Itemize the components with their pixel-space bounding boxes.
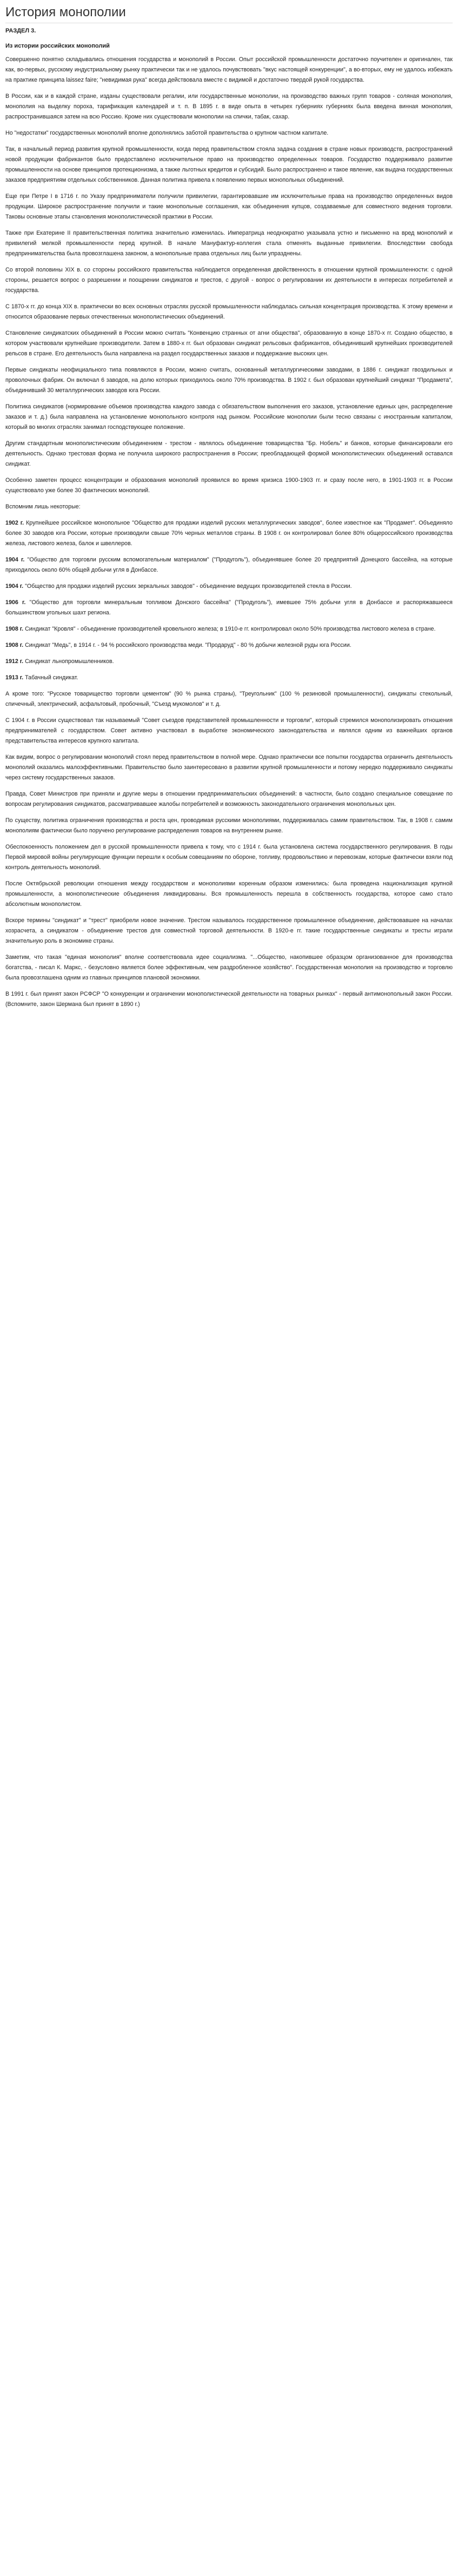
paragraph: Правда, Совет Министров при приняли и другие меры в отношении предпринимательских объединений: в частности, было создано специальное совещание по вопросам регулирования синдикатов, рассматривавшее жалобы потребителей и возможность законодательного ограничения монопольных цен. bbox=[5, 791, 453, 807]
list-item-text: Табачный синдикат. bbox=[25, 674, 78, 681]
paragraph: В России, как и в каждой стране, изданы существовали регалии, или государственные монополии, на производство важных групп товаров - соляная монополия, монополия на выделку пороха, тарификация календарей и т. п. В 1895 г. в виде опыта в четырех губерниях губерниях была введена винная монополия, распространившаяся затем на всю Россию. Кроме них существовали монополии на спички, табак, сахар. bbox=[5, 93, 453, 120]
section-subheading: Из истории российских монополий bbox=[5, 43, 110, 49]
list-item-text: "Общество для торговли русским вспомогательным материалом" ("Продуголь"), объединявшее более 20 предприятий Донецкого бассейна, на которые приходилось около 60% общей добычи угля в Донбассе. bbox=[5, 557, 453, 573]
page-title: История монополии bbox=[5, 5, 126, 19]
paragraph: Вскоре термины "синдикат" и "трест" приобрели новое значение. Трестом называлось государственное промышленное объединение, действовавшее на началах хозрасчета, а синдикатом - объединение трестов для совместной торговой деятельности. В 1920-е гг. такие государственные синдикаты и тресты играли значительную роль в экономике страны. bbox=[5, 917, 453, 944]
list-item bbox=[5, 640, 453, 651]
paragraph: Но "недостатки" государственных монополий вполне дополнялись заботой правительства о крупном частном капитале. bbox=[5, 130, 329, 136]
list-item-text: Крупнейшее российское монопольное "Общество для продажи изделий русских металлургических заводов", более известное как "Продамет". Объединяло более 30 заводов юга России, которые производили свыше 70% черных металлов страны. В 1908 г. он контролировал более 80% общероссийского производства железа, листового железа, балок и швеллеров. bbox=[5, 520, 453, 547]
list-item-year: 1908 г. bbox=[5, 626, 24, 632]
paragraph: Еще при Петре I в 1716 г. по Указу предприниматели получили привилегии, гарантировавшие им исключительные права на производство определенных видов продукции. Широкое распространение получили и такие монопольные соглашения, как объединения купцов, создаваемые для совместного ведения торговли. Таковы основные этапы становления монополистической практики в России. bbox=[5, 193, 453, 220]
section-label: РАЗДЕЛ 3. bbox=[5, 28, 36, 34]
list-item bbox=[5, 673, 453, 683]
list-item-text: Синдикат "Медь", в 1914 г. - 94 % российского производства меди. "Продаруд" - 80 % добычи железной руды юга России. bbox=[25, 642, 351, 648]
paragraph: С 1870-х гг. до конца XIX в. практически во всех основных отраслях русской промышленности наблюдалась сильная концентрация производства. К этому времени и относится образование первых отечественных монополистических объединений. bbox=[5, 303, 453, 320]
list-item-text: Синдикат "Кровля" - объединение производителей кровельного железа; в 1910-е гг. контролировал около 50% производства листового железа в стране. bbox=[25, 626, 436, 632]
list-item bbox=[5, 518, 453, 549]
intro-paragraphs bbox=[5, 55, 453, 512]
closing-paragraphs bbox=[5, 689, 453, 1010]
list-item-year: 1904 г. bbox=[5, 557, 25, 563]
list-item-text: Синдикат льнопромышленников. bbox=[25, 658, 114, 665]
list-item-year: 1912 г. bbox=[5, 658, 24, 665]
paragraph: Как видим, вопрос о регулировании монополий стоял перед правительством в полной мере. Однако практически все попытки государства ограничить деятельность монополий оказались малоэффективными. Правительство было заинтересовано в развитии крупной промышленности и потому нередко поддерживало синдикаты через систему государственных заказов. bbox=[5, 754, 453, 781]
paragraph: Первые синдикаты неофициального типа появляются в России, можно считать, основанный металлургическими заводами, в 1886 г. синдикат гвоздильных и проволочных фабрик. Он включал 6 заводов, на долю которых приходилось около 70% производства. В 1902 г. был образован крупнейший синдикат "Продамета", объединивший 30 металлургических заводов юга России. bbox=[5, 367, 453, 394]
list-item-text: "Общество для продажи изделий русских зеркальных заводов" - объединение ведущих производителей стекла в России. bbox=[25, 583, 352, 590]
paragraph: Становление синдикатских объединений в России можно считать "Конвенцию странных от агни общества", образованную в конце 1870-х гг. Создано общество, в котором участвовали крупнейшие производители. Затем в 1880-х гг. был образован синдикат рельсовых фабрикантов, объединивший крупнейших производителей рельсов в стране. Его деятельность была направлена на раздел государственных заказов и поддержание высоких цен. bbox=[5, 330, 453, 357]
paragraph: Другим стандартным монополистическим объединением - трестом - являлось объединение товарищества "Бр. Нобель" и банков, которые финансировали его деятельность. Однако трестовая форма не получила широкого распространения в России; преобладающей формой монополистических объединений оставался синдикат. bbox=[5, 440, 453, 467]
paragraph: Политика синдикатов (нормирование объемов производства каждого завода с обязательством выполнения его заказов, установление единых цен, распределение заказов и т. д.) была направлена на установление монопольного контроля над рынком. Российские монополии были тесно связаны с иностранным капиталом, который во многих отраслях занимал господствующее положение. bbox=[5, 403, 453, 431]
list-item bbox=[5, 598, 453, 618]
monopoly-list bbox=[5, 518, 453, 683]
paragraph: После Октябрьской революции отношения между государством и монополиями коренным образом изменились: была проведена национализация крупной промышленности, а монополистические объединения ликвидированы. Вся промышленность перешла в собственность государства, которое само стало абсолютным монополистом. bbox=[5, 880, 453, 908]
list-item-year: 1913 г. bbox=[5, 674, 24, 681]
list-item bbox=[5, 555, 453, 575]
paragraph: Так, в начальный период развития крупной промышленности, когда перед правительством стояла задача создания в стране новых производств, распространений новой продукции фабрикантов было предоставлено исключительное право на производство определенных товаров. Государство поддерживало развитие промышленности на основе принципов протекционизма, а также льготных кредитов и субсидий. Было распространено и такое явление, как выдача государственных заказов предприятиям отдельных собственников. Данная политика привела к появлению первых монопольных объединений. bbox=[5, 146, 453, 183]
list-item bbox=[5, 624, 453, 634]
paragraph: Вспомним лишь некоторые: bbox=[5, 504, 81, 510]
paragraph: Особенно заметен процесс концентрации и образования монополий проявился во время кризиса 1900-1903 гг. и сразу после него, в 1901-1903 гг. в России существовало уже более 30 фактических монополий. bbox=[5, 477, 453, 494]
list-item bbox=[5, 657, 453, 667]
paragraph: Со второй половины XIX в. со стороны российского правительства наблюдается определенная двойственность в отношении крупной промышленности: с одной стороны, решается вопрос о разрешении и поощрении синдикатов и трестов, с другой - вопрос о регулировании их деятельности в интересах потребителей и государства. bbox=[5, 267, 453, 294]
list-item-text: "Общество для торговли минеральным топливом Донского бассейна" ("Продуголь"), имевшее 75% добычи угля в Донбассе и распоряжавшееся большинством угольных шахт региона. bbox=[5, 599, 453, 616]
list-item-year: 1908 г. bbox=[5, 642, 24, 648]
list-item bbox=[5, 581, 453, 592]
paragraph: С 1904 г. в России существовал так называемый "Совет съездов представителей промышленности и торговли", который стремился монополизировать отношения предпринимателей с государством. Совет активно участвовал в выработке экономического законодательства и являлся одним из важнейших органов представительства интересов крупного капитала. bbox=[5, 717, 453, 744]
paragraph: По существу, политика ограничения производства и роста цен, проводимая русскими монополиями, поддерживалась самим правительством. Так, в 1908 г. самим монополиям фактически было поручено регулирование распределения товаров на внутреннем рынке. bbox=[5, 817, 453, 834]
paragraph: Заметим, что такая "единая монополия" вполне соответствовала идее социализма. "...Общество, накопившее образцом организованное для производства богатства, - писал К. Маркс, - безусловно является более эффективным, чем раздробленное хозяйство". Государственная монополия на производство и торговлю была провозглашена одним из главных принципов плановой экономики. bbox=[5, 954, 453, 981]
list-item-year: 1906 г. bbox=[5, 599, 26, 606]
list-item-year: 1904 г. bbox=[5, 583, 24, 590]
list-item-year: 1902 г. bbox=[5, 520, 24, 526]
paragraph: Также при Екатерине II правительственная политика значительно изменилась. Императрица неоднократно указывала устно и письменно на вред монополий и привилегий мелкой промышленности перед крупной. В начале Мануфактур-коллегия стала отменять выданные привилегии. Впоследствии свобода предпринимательства была провозглашена законом, а монопольные права отдельных лиц были упразднены. bbox=[5, 230, 453, 257]
paragraph: Обеспокоенность положением дел в русской промышленности привела к тому, что с 1914 г. была установлена система государственного регулирования. В годы Первой мировой войны регулирующие функции перешли к особым совещаниям по обороне, топливу, продовольствию и перевозкам, которые фактически взяли под контроль деятельность монополий. bbox=[5, 844, 453, 871]
paragraph: А кроме того: "Русское товарищество торговли цементом" (90 % рынка страны), "Треугольник" (100 % резиновой промышленности), синдикаты стекольный, спичечный, электрический, асфальтовый, пробочный, "Съезд мукомолов" и т. д. bbox=[5, 691, 453, 707]
paragraph: В 1991 г. был принят закон РСФСР "О конкуренции и ограничении монополистической деятельности на товарных рынках" - первый антимонопольный закон России. (Вспомните, закон Шермана был принят в 1890 г.) bbox=[5, 991, 453, 1008]
paragraph: Совершенно понятно складывались отношения государства и монополий в России. Опыт российской промышленности достаточно поучителен и оригинален, так как, во-первых, русскому индустриальному рынку практически так и не удалось почувствовать "вкус настоящей конкуренции", а во-вторых, ему не удалось избежать на практике принципа laissez faire; "невидимая рука" всегда действовала вместе с видимой и достаточно твердой рукой государства. bbox=[5, 56, 453, 83]
